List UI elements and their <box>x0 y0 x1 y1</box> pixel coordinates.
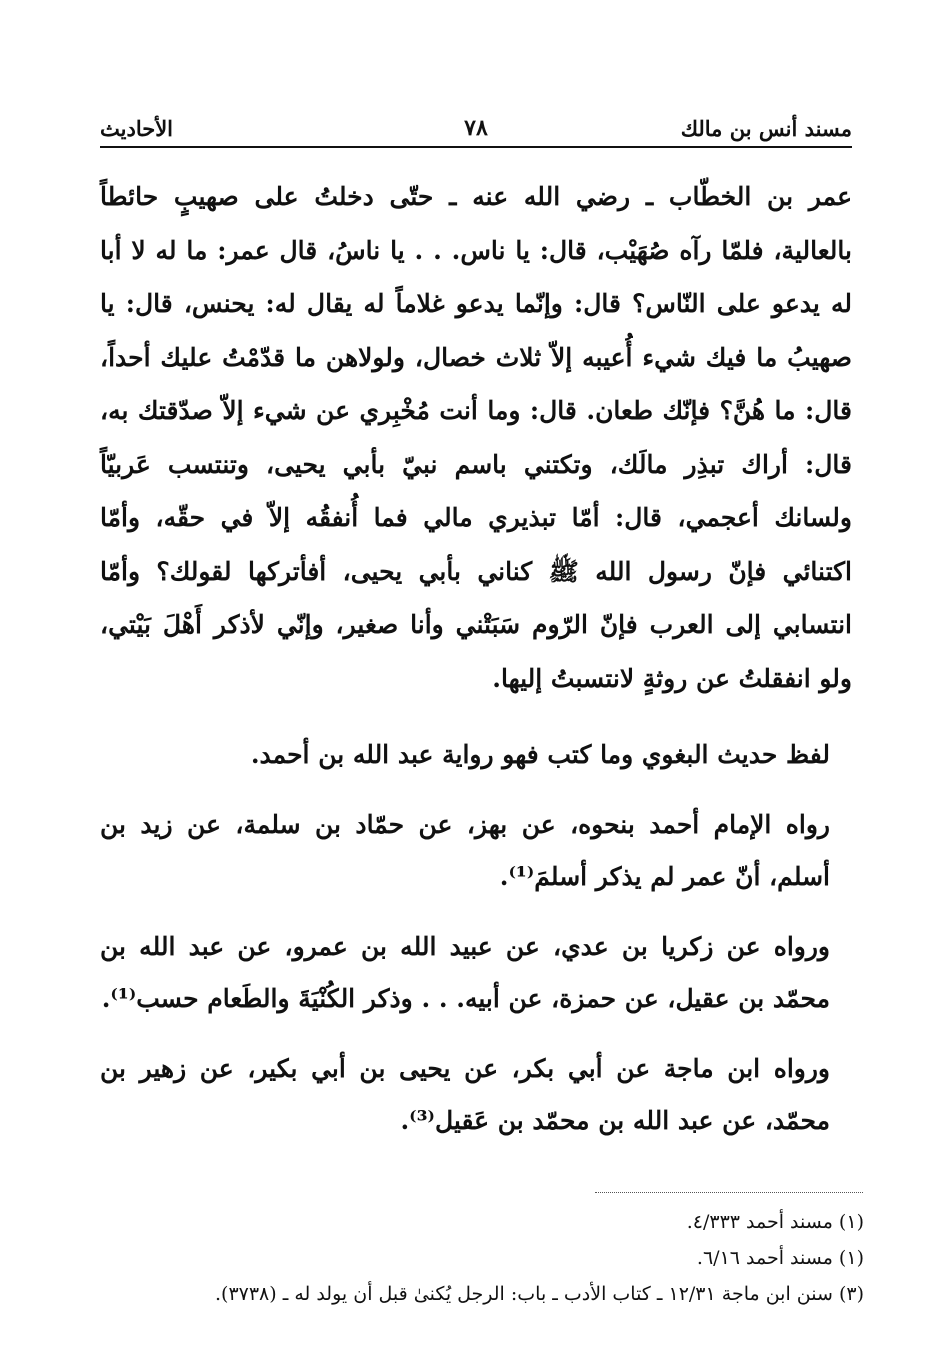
header-rule <box>100 146 852 148</box>
paragraph-4: ورواه عن زكريا بن عدي، عن عبيد الله بن عمرو، عن عبد الله بن محمّد بن عقيل، عن حمزة، عن أبيه. . . وذكر الكُنْيَةَ والطَعام حسب⁽¹⁾. <box>100 932 830 1013</box>
body-text <box>100 170 852 1147</box>
footnote-1: (١) مسند أحمد ٤/٣٣٣. <box>686 1211 864 1233</box>
footnote-2: (١) مسند أحمد ٦/١٦. <box>696 1247 864 1269</box>
paragraph-3: رواه الإمام أحمد بنحوه، عن بهز، عن حمّاد بن سلمة، عن زيد بن أسلم، أنّ عمر لم يذكر أسلمَ⁽¹⁾. <box>100 810 830 891</box>
header-book-title: مسند أنس بن مالك <box>680 115 852 141</box>
paragraph-2: لفظ حديث البغوي وما كتب فهو رواية عبد الله بن أحمد. <box>250 740 830 769</box>
footnote-3: (٣) سنن ابن ماجة ١٢/٣١ ـ كتاب الأدب ـ باب: الرجل يُكنىٰ قبل أن يولد له ـ (٣٧٣٨). <box>214 1283 864 1305</box>
paragraph-5: ورواه ابن ماجة عن أبي بكر، عن يحيى بن أبي بكير، عن زهير بن محمّد، عن عبد الله بن محمّد بن عَقيل⁽³⁾. <box>100 1054 830 1135</box>
main-paragraph: عمر بن الخطّاب ـ رضي الله عنه ـ حتّى دخلتُ على صهيبٍ حائطاً بالعالية، فلمّا رآه صُهَيْب، قال: يا ناس. . . يا ناسُ، قال عمر: ما له لا أبا له يدعو على النّاس؟ قال: وإنّما يدعو غلاماً له يقال له: يحنس، قال: يا صهيبُ ما فيك شيء أُعيبه إلاّ ثلاث خصال، ولولاهن ما قدّمْتُ عليك أحداً، قال: ما هُنَّ؟ فإنّك طعان. قال: وما أنت مُخْبِري عن شيء إلاّ صدّقتك به، قال: أراك تبذِر مالَك، وتكتني باسم نبيّ بأبي يحيى، وتنتسب عَربيّاً ولسانك أعجمي، قال: أمّا تبذيري مالي فما أُنفقُه إلاّ في حقّه، وأمّا اكتنائي فإنّ رسول الله ﷺ كناني بأبي يحيى، أفأتركها لقولك؟ وأمّا انتسابي إلى العرب فإنّ الرّوم سَبَتْني وأنا صغير، وإنّي لأذكر أَهْلَ بَيْتي، ولو انفقلتُ عن روثةٍ لانتسبتُ إليها. <box>100 182 852 693</box>
page-number: ٧٨ <box>464 115 488 141</box>
footnotes <box>100 1204 864 1312</box>
footnote-separator <box>595 1192 863 1193</box>
header-section-title: الأحاديث <box>100 115 174 141</box>
page-header <box>100 108 852 148</box>
